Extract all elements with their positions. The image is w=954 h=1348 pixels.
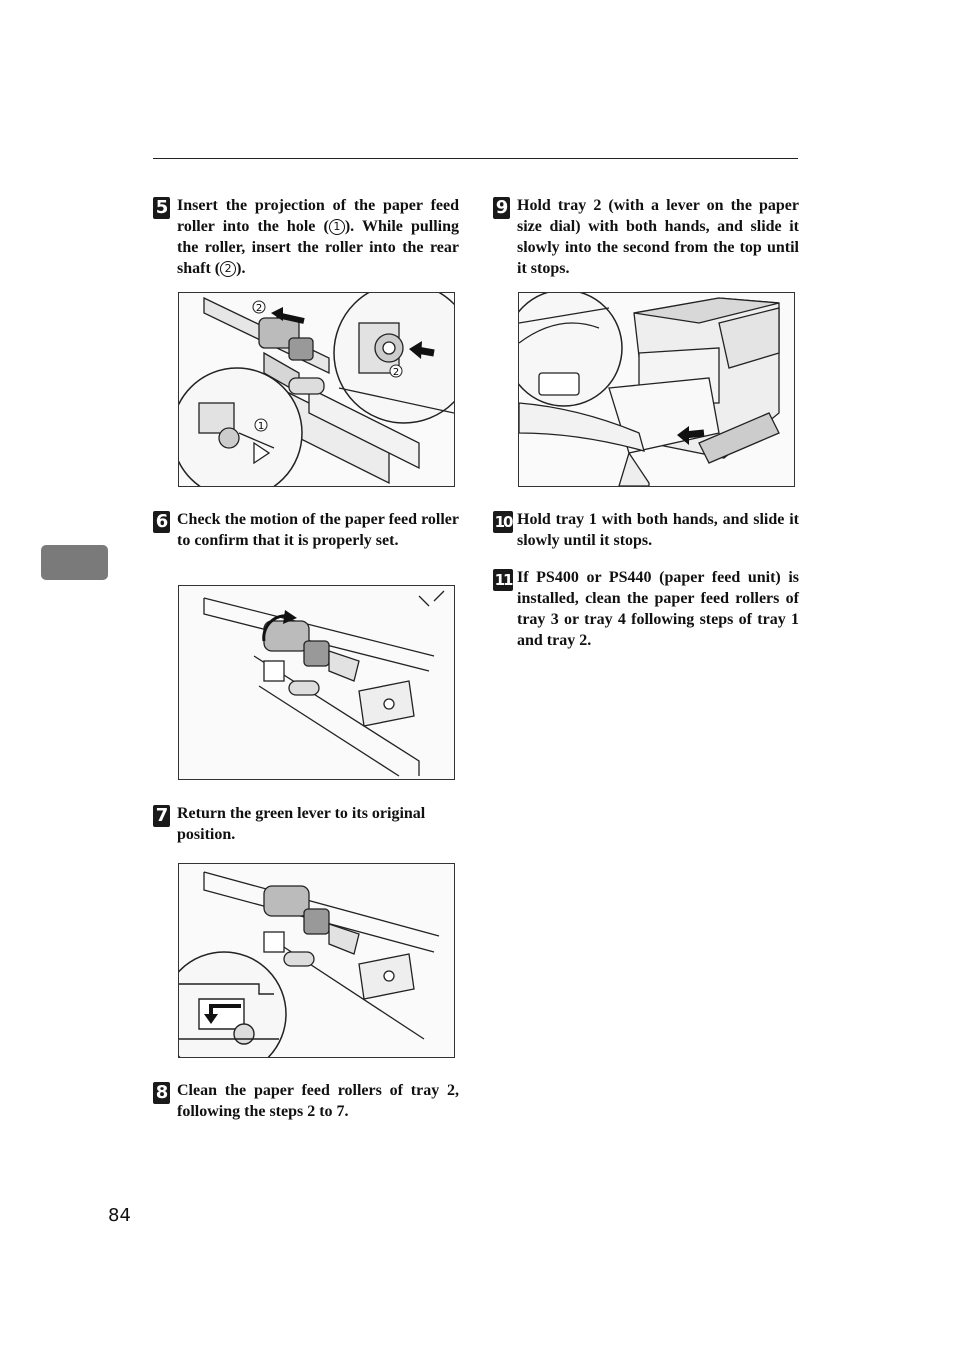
step-5-text: Insert the projection of the paper feed roller into the hole ( 1 ). While pulling the roller, insert the roller into the rear shaft ( 2 ). — [177, 197, 460, 277]
callout-marker-2: 2 — [220, 261, 236, 277]
step-6-text: Check the motion of the paper feed roller to confirm that it is properly set. — [177, 511, 459, 549]
step-9-text: Hold tray 2 (with a lever on the paper size dial) with both hands, and slide it slowly into the second from the top until it stops. — [517, 197, 799, 277]
step-number-badge: 7 — [153, 805, 170, 827]
step-6 — [153, 509, 459, 551]
figure-insert-tray2 — [518, 292, 795, 487]
figure-insert-roller — [178, 292, 455, 487]
step-number-badge: 6 — [153, 511, 170, 533]
step-number-badge: 9 — [493, 197, 510, 219]
step-number-badge: 5 — [153, 197, 170, 219]
figure-check-roller — [178, 585, 455, 780]
step-8-text: Clean the paper feed rollers of tray 2, following the steps 2 to 7. — [177, 1082, 459, 1120]
figure-return-lever — [178, 863, 455, 1058]
step-8 — [153, 1080, 459, 1122]
step-7-text: Return the green lever to its original position. — [177, 805, 426, 843]
figure-callout-2: 2 — [255, 303, 263, 314]
figure-callout-2b: 2 — [392, 367, 400, 378]
step-10 — [493, 509, 799, 551]
step-number-badge: 10 — [494, 513, 512, 531]
page-number: 84 — [108, 1205, 131, 1226]
step-10-text: Hold tray 1 with both hands, and slide it slowly until it stops. — [517, 511, 799, 549]
chapter-tab — [41, 545, 108, 580]
figure-callout-1: 1 — [257, 421, 265, 432]
header-rule — [153, 158, 798, 159]
step-11 — [493, 567, 799, 651]
step-9 — [493, 195, 799, 279]
step-11-text: If PS400 or PS440 (paper feed unit) is installed, clean the paper feed rollers of tray 3 or tray 4 following steps of tray 1 and tray 2. — [517, 569, 799, 649]
step-number-badge: 11 — [494, 571, 512, 589]
callout-marker-1: 1 — [329, 219, 345, 235]
step-number-badge: 8 — [153, 1082, 170, 1104]
step-7 — [153, 803, 459, 845]
step-5 — [153, 195, 459, 279]
